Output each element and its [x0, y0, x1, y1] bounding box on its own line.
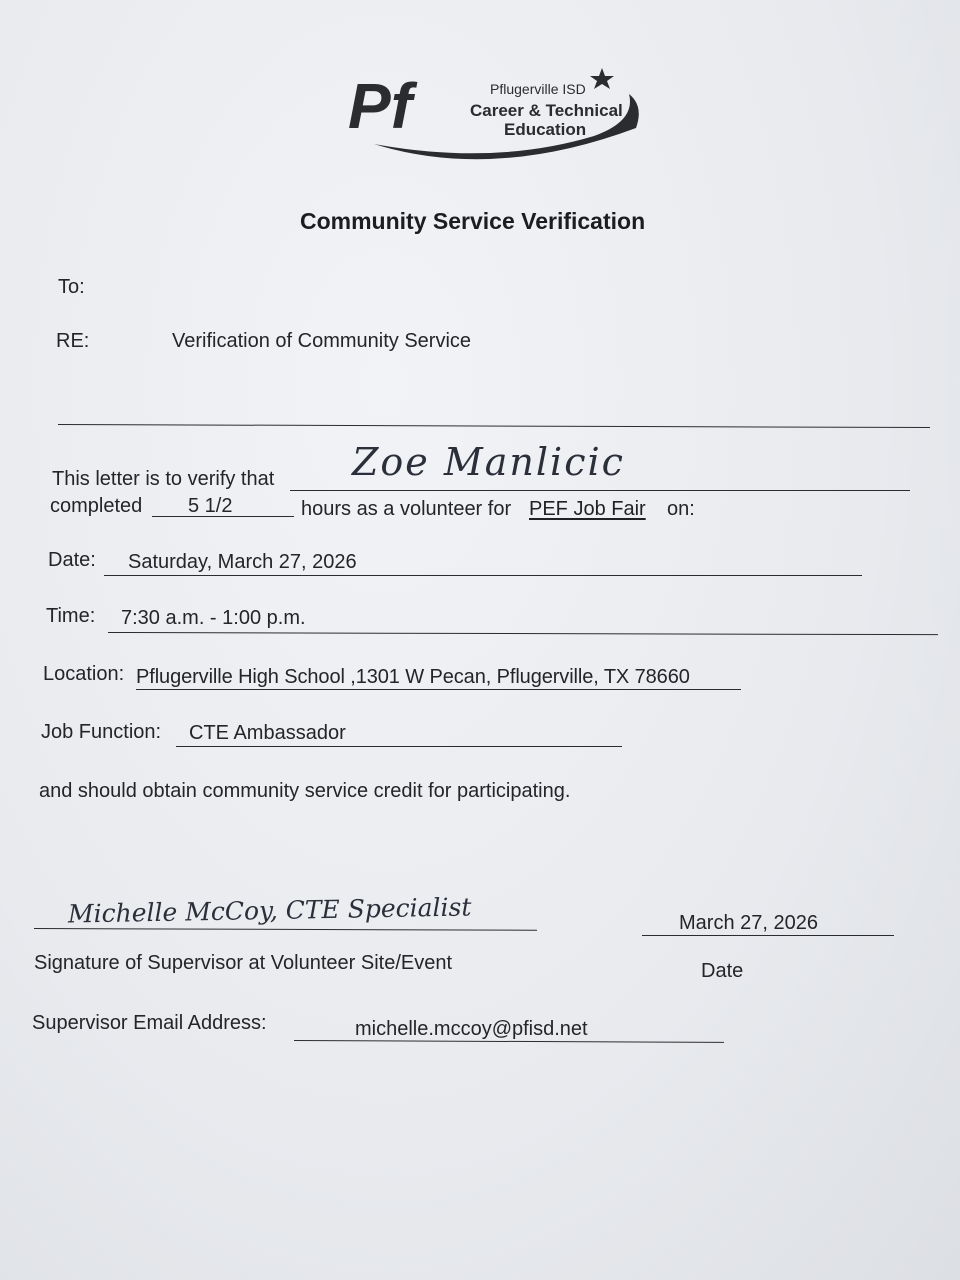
time-line [108, 632, 938, 635]
student-signature: Zoe Manlicic [352, 440, 625, 484]
time-value: 7:30 a.m. - 1:00 p.m. [121, 607, 306, 629]
email-label: Supervisor Email Address: [32, 1012, 267, 1034]
to-label: To: [58, 276, 85, 298]
re-label: RE: [56, 330, 90, 352]
job-value: CTE Ambassador [189, 722, 346, 744]
email-value: michelle.mccoy@pfisd.net [355, 1018, 588, 1040]
hours-value: 5 1/2 [188, 495, 233, 517]
job-label: Job Function: [41, 721, 162, 743]
location-value: Pflugerville High School ,1301 W Pecan, Pflugerville, TX 78660 [136, 666, 690, 688]
logo-dept-line1: Career & Technical [470, 101, 623, 120]
supervisor-signature: Michelle McCoy, CTE Specialist [67, 892, 472, 929]
supervisor-signature-line [34, 928, 537, 931]
logo-district: Pflugerville ISD [490, 81, 586, 97]
star-icon [590, 68, 614, 89]
job-line [176, 746, 622, 747]
pfisd-cte-logo [344, 66, 644, 166]
student-name-line [290, 490, 910, 491]
verify-label: This letter is to verify that [52, 468, 275, 490]
supervisor-signature-label: Signature of Supervisor at Volunteer Site/Event [34, 952, 453, 974]
completed-label: completed [50, 495, 143, 517]
logo-mark: Pf [348, 70, 412, 142]
credit-text: and should obtain community service credit for participating. [39, 780, 571, 802]
sign-date-line [642, 935, 894, 936]
divider [58, 424, 930, 428]
sign-date-value: March 27, 2026 [679, 912, 818, 934]
location-label: Location: [43, 663, 125, 685]
on-label: on: [667, 498, 695, 520]
time-label: Time: [46, 605, 96, 627]
date-label: Date: [48, 549, 96, 571]
location-line [136, 689, 741, 690]
date-line [104, 575, 862, 576]
date-value: Saturday, March 27, 2026 [128, 551, 357, 573]
hours-label: hours as a volunteer for [301, 498, 512, 520]
re-value: Verification of Community Service [172, 330, 472, 352]
event-value: PEF Job Fair [529, 498, 646, 520]
page-title: Community Service Verification [300, 208, 646, 234]
logo-dept-line2: Education [504, 120, 587, 139]
sign-date-label: Date [701, 960, 744, 982]
